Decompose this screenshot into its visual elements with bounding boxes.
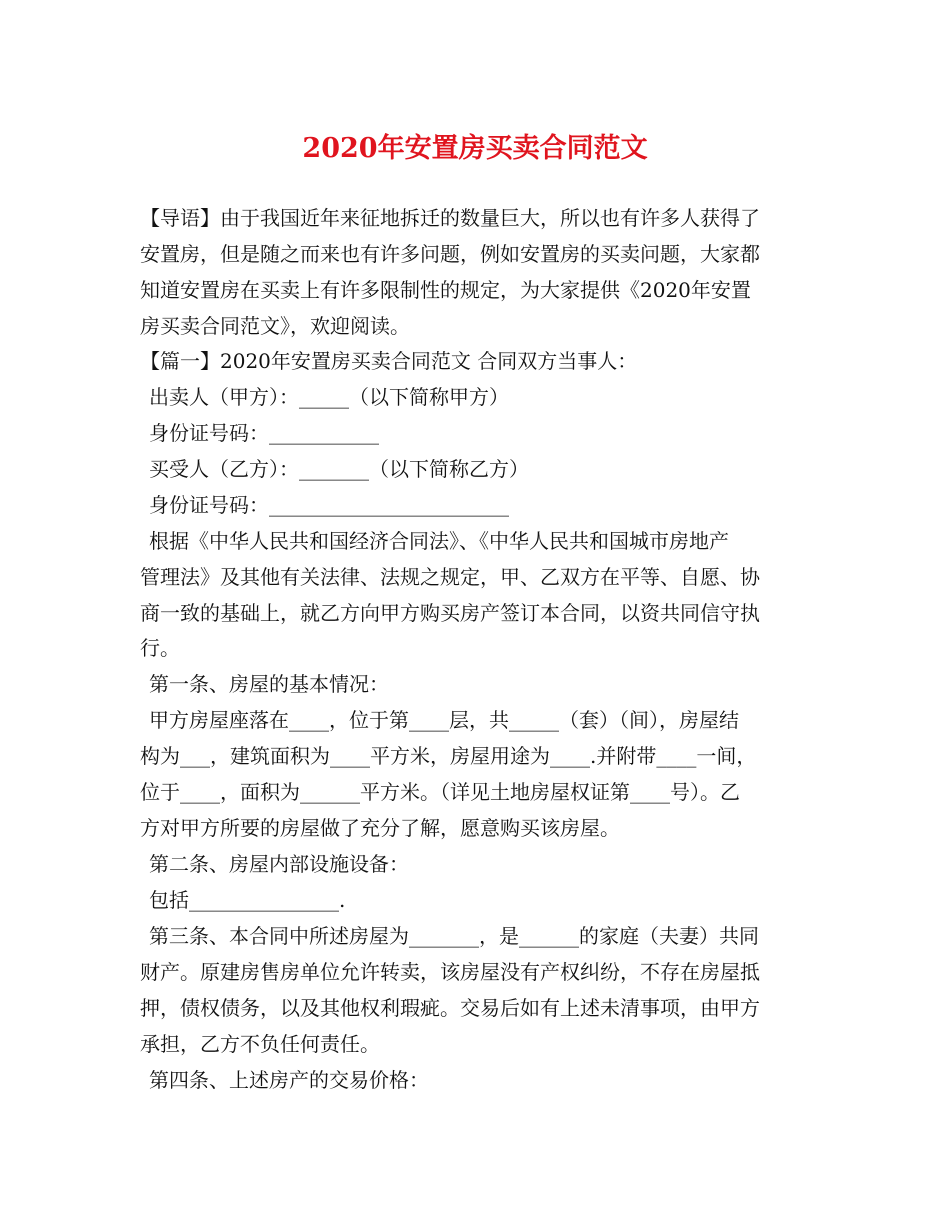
article-line: 方对甲方所要的房屋做了充分了解，愿意购买该房屋。 [140,816,620,840]
article-heading: 第四条、上述房产的交易价格： [149,1068,429,1092]
intro-line: 房买卖合同范文》，欢迎阅读。 [140,314,410,338]
article-line: 承担，乙方不负任何责任。 [140,1032,380,1056]
article-line: 财产。原建房售房单位允许转卖，该房屋没有产权纠纷，不存在房屋抵 [140,960,760,984]
intro-line: 【导语】由于我国近年来征地拆迁的数量巨大，所以也有许多人获得了 [140,206,760,230]
document-title: 2020年安置房买卖合同范文 [302,133,648,164]
article-line: 包括_______________. [149,888,346,912]
buyer-line: 买受人（乙方）：_______（以下简称乙方） [149,457,529,481]
basis-line: 行。 [140,636,180,660]
seller-id-line: 身份证号码：___________ [149,421,379,445]
article-heading: 第二条、房屋内部设施设备： [149,852,409,876]
article-line: 甲方房屋座落在____，位于第____层，共_____（套）（间），房屋结 [149,708,739,732]
basis-line: 商一致的基础上，就乙方向甲方购买房产签订本合同，以资共同信守执 [140,601,760,625]
buyer-id-line: 身份证号码：________________________ [149,493,509,517]
seller-line: 出卖人（甲方）：_____（以下简称甲方） [149,385,509,409]
basis-line: 根据《中华人民共和国经济合同法》、《中华人民共和国城市房地产 [149,529,729,553]
basis-line: 管理法》及其他有关法律、法规之规定，甲、乙双方在平等、自愿、协 [140,565,760,589]
article-line: 位于____，面积为______平方米。（详见土地房屋权证第____号）。乙 [140,780,740,804]
article-heading: 第一条、房屋的基本情况： [149,672,389,696]
intro-line: 知道安置房在买卖上有许多限制性的规定，为大家提供《2020年安置 [140,278,751,302]
article-line: 构为___，建筑面积为____平方米，房屋用途为____.并附带____一间， [140,744,757,768]
section-heading: 【篇一】2020年安置房买卖合同范文 合同双方当事人： [140,349,638,373]
article-line: 第三条、本合同中所述房屋为_______，是______的家庭（夫妻）共同 [149,924,759,948]
article-line: 押，债权债务，以及其他权利瑕疵。交易后如有上述未清事项，由甲方 [140,996,760,1020]
intro-line: 安置房，但是随之而来也有许多问题，例如安置房的买卖问题，大家都 [140,242,760,266]
